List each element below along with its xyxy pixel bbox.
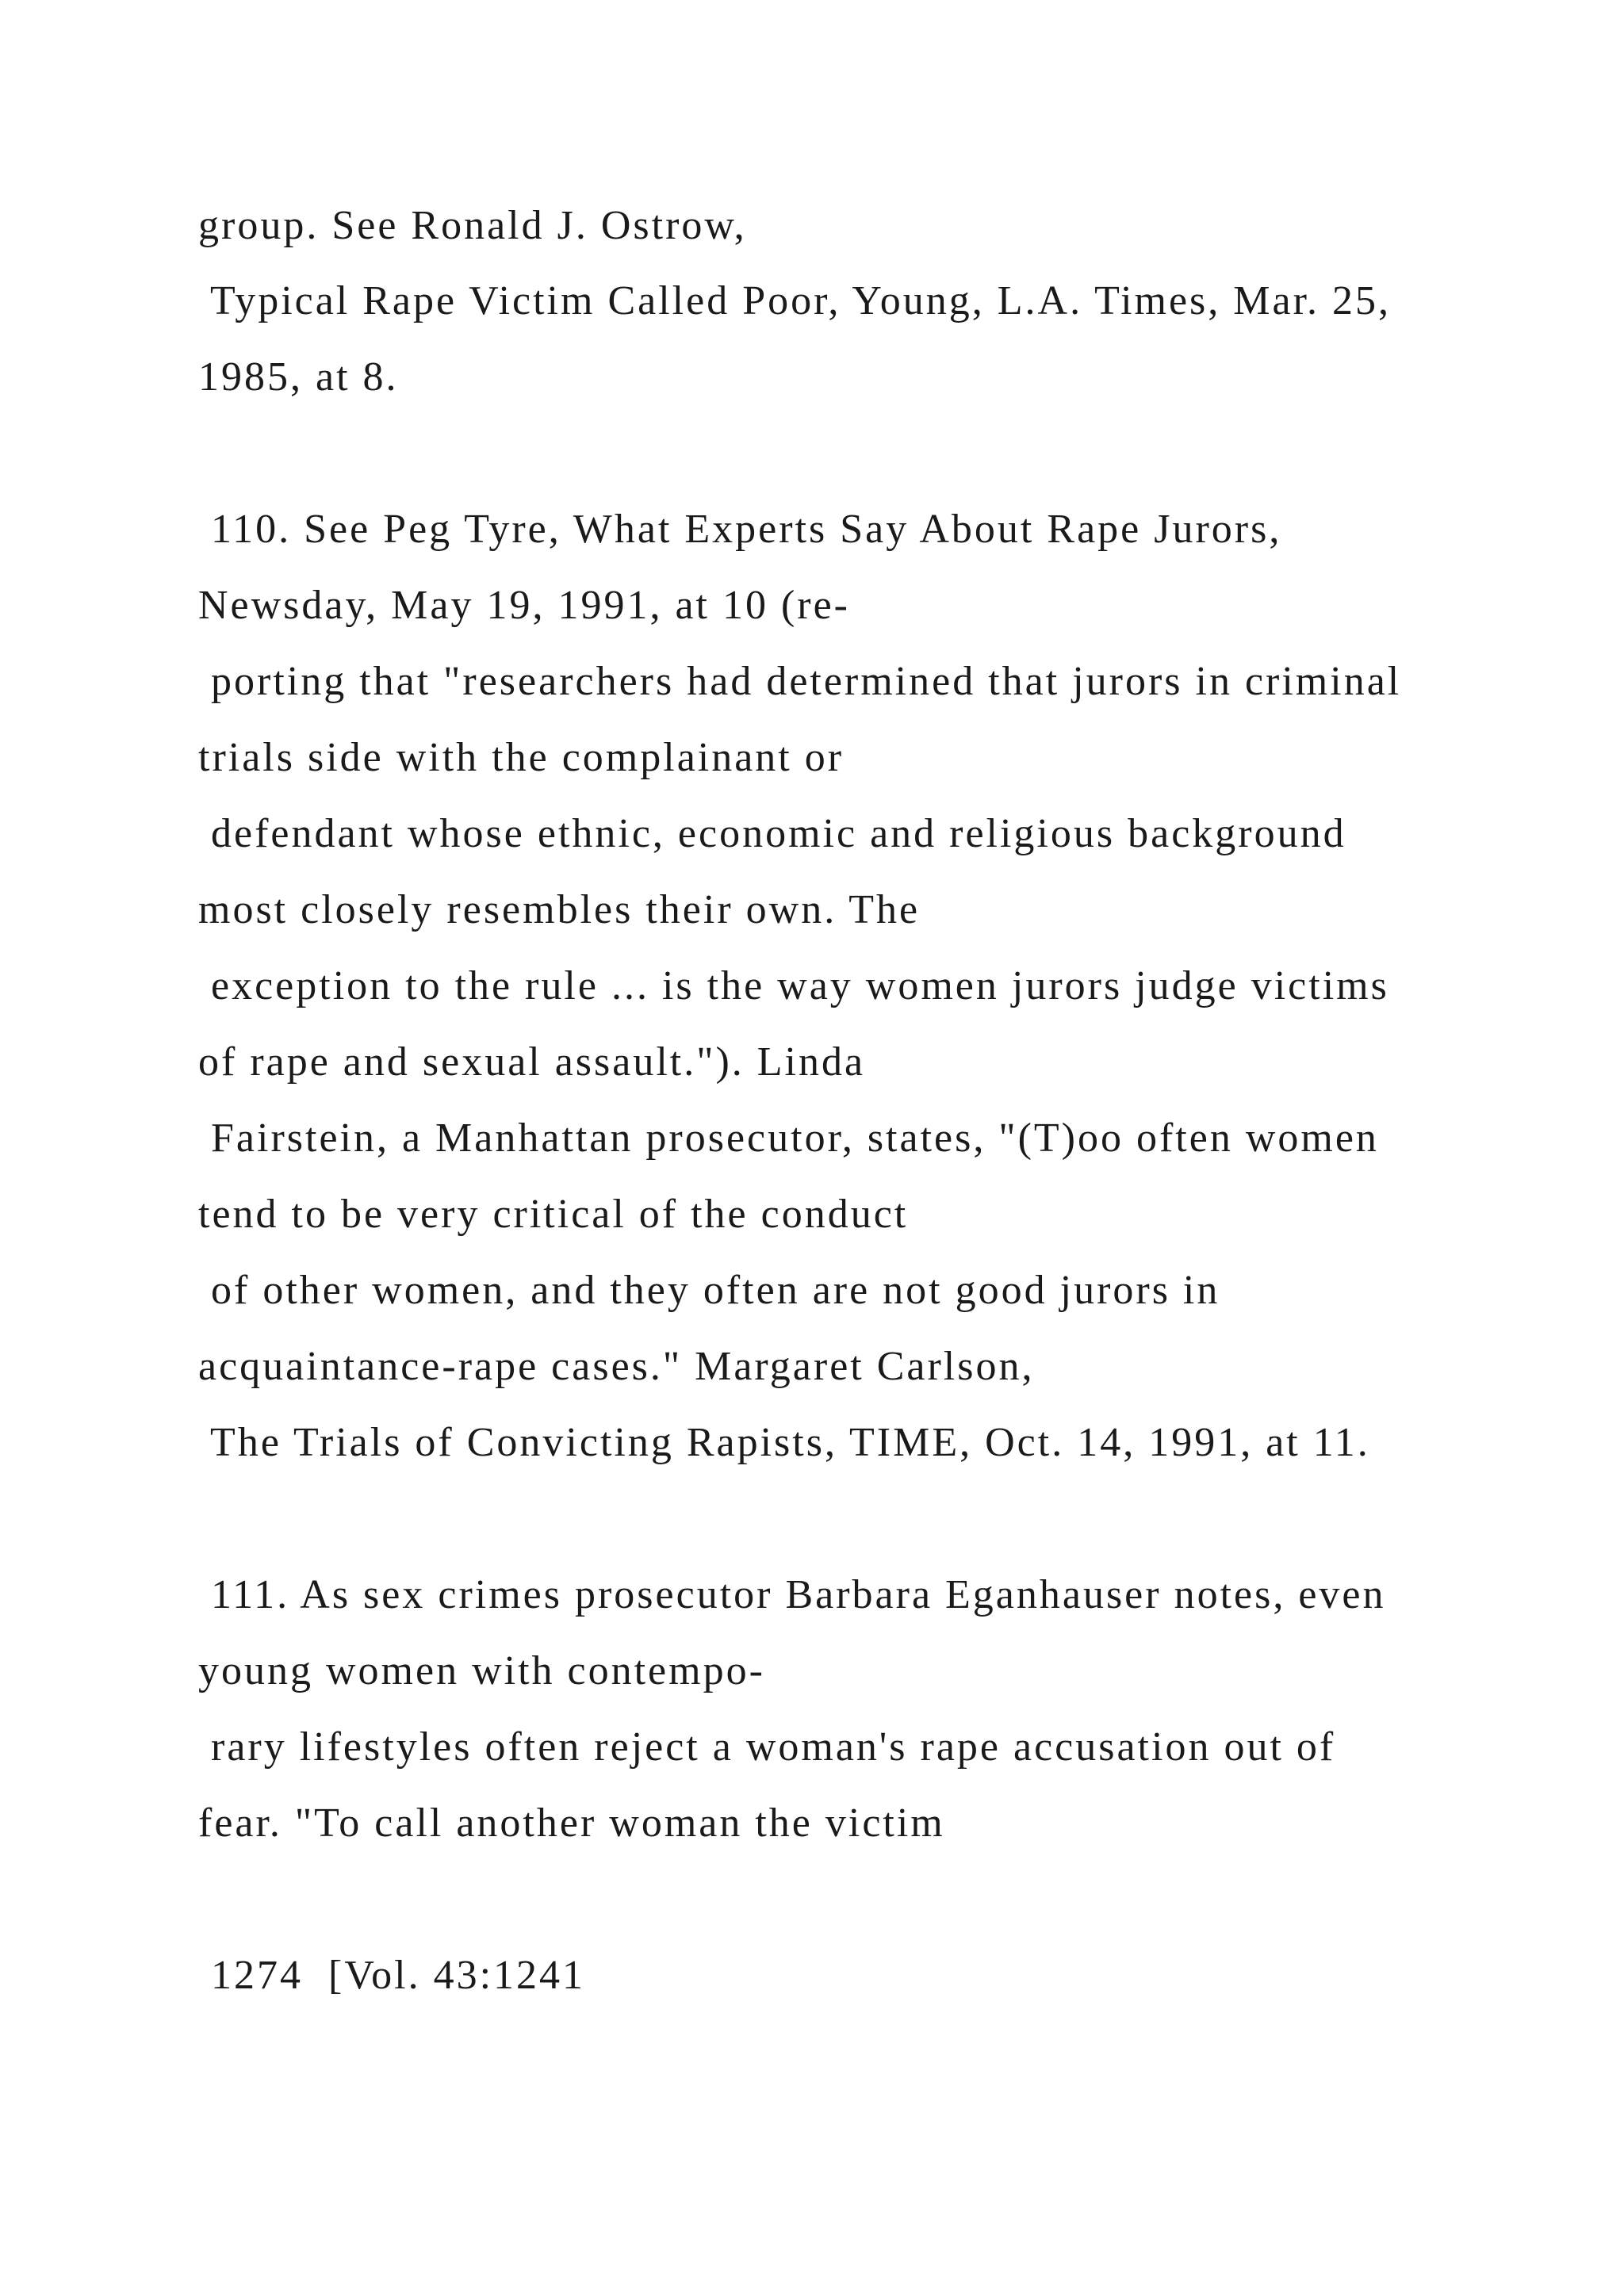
- footnote-109-line-2: Typical Rape Victim Called Poor, Young, L.A. Times, Mar. 25,: [198, 278, 1392, 323]
- footnote-110-line-7: exception to the rule ... is the way women jurors judge victims: [198, 963, 1389, 1008]
- footnote-110-line-5: defendant whose ethnic, economic and religious background: [198, 811, 1346, 856]
- footnote-110-line-2: Newsday, May 19, 1991, at 10 (re-: [198, 583, 850, 628]
- footnote-110-line-8: of rape and sexual assault."). Linda: [198, 1039, 866, 1085]
- footnote-110-line-9: Fairstein, a Manhattan prosecutor, states, "(T)oo often women: [198, 1115, 1379, 1161]
- footnote-111-line-2: young women with contempo-: [198, 1648, 765, 1693]
- footnote-110-line-3: porting that "researchers had determined that jurors in criminal: [198, 659, 1402, 704]
- footnote-110-line-4: trials side with the complainant or: [198, 735, 845, 780]
- footnote-110-line-10: tend to be very critical of the conduct: [198, 1192, 909, 1237]
- footnote-109-line-3: 1985, at 8.: [198, 354, 399, 400]
- footnote-109-line-1: group. See Ronald J. Ostrow,: [198, 203, 747, 248]
- footnote-111-line-1: 111. As sex crimes prosecutor Barbara Eganhauser notes, even: [198, 1572, 1386, 1617]
- page-footer: 1274 [Vol. 43:1241: [198, 1953, 586, 1998]
- footnote-110-line-6: most closely resembles their own. The: [198, 887, 921, 932]
- footnote-111-line-4: fear. "To call another woman the victim: [198, 1800, 945, 1846]
- footnote-111-line-3: rary lifestyles often reject a woman's rape accusation out of: [198, 1724, 1336, 1770]
- footnote-110-line-11: of other women, and they often are not good jurors in: [198, 1268, 1220, 1313]
- footnote-110-line-12: acquaintance-rape cases." Margaret Carlson,: [198, 1344, 1035, 1389]
- footnote-110-line-1: 110. See Peg Tyre, What Experts Say About Rape Jurors,: [198, 507, 1282, 552]
- footnote-110-line-13: The Trials of Convicting Rapists, TIME, Oct. 14, 1991, at 11.: [198, 1420, 1370, 1465]
